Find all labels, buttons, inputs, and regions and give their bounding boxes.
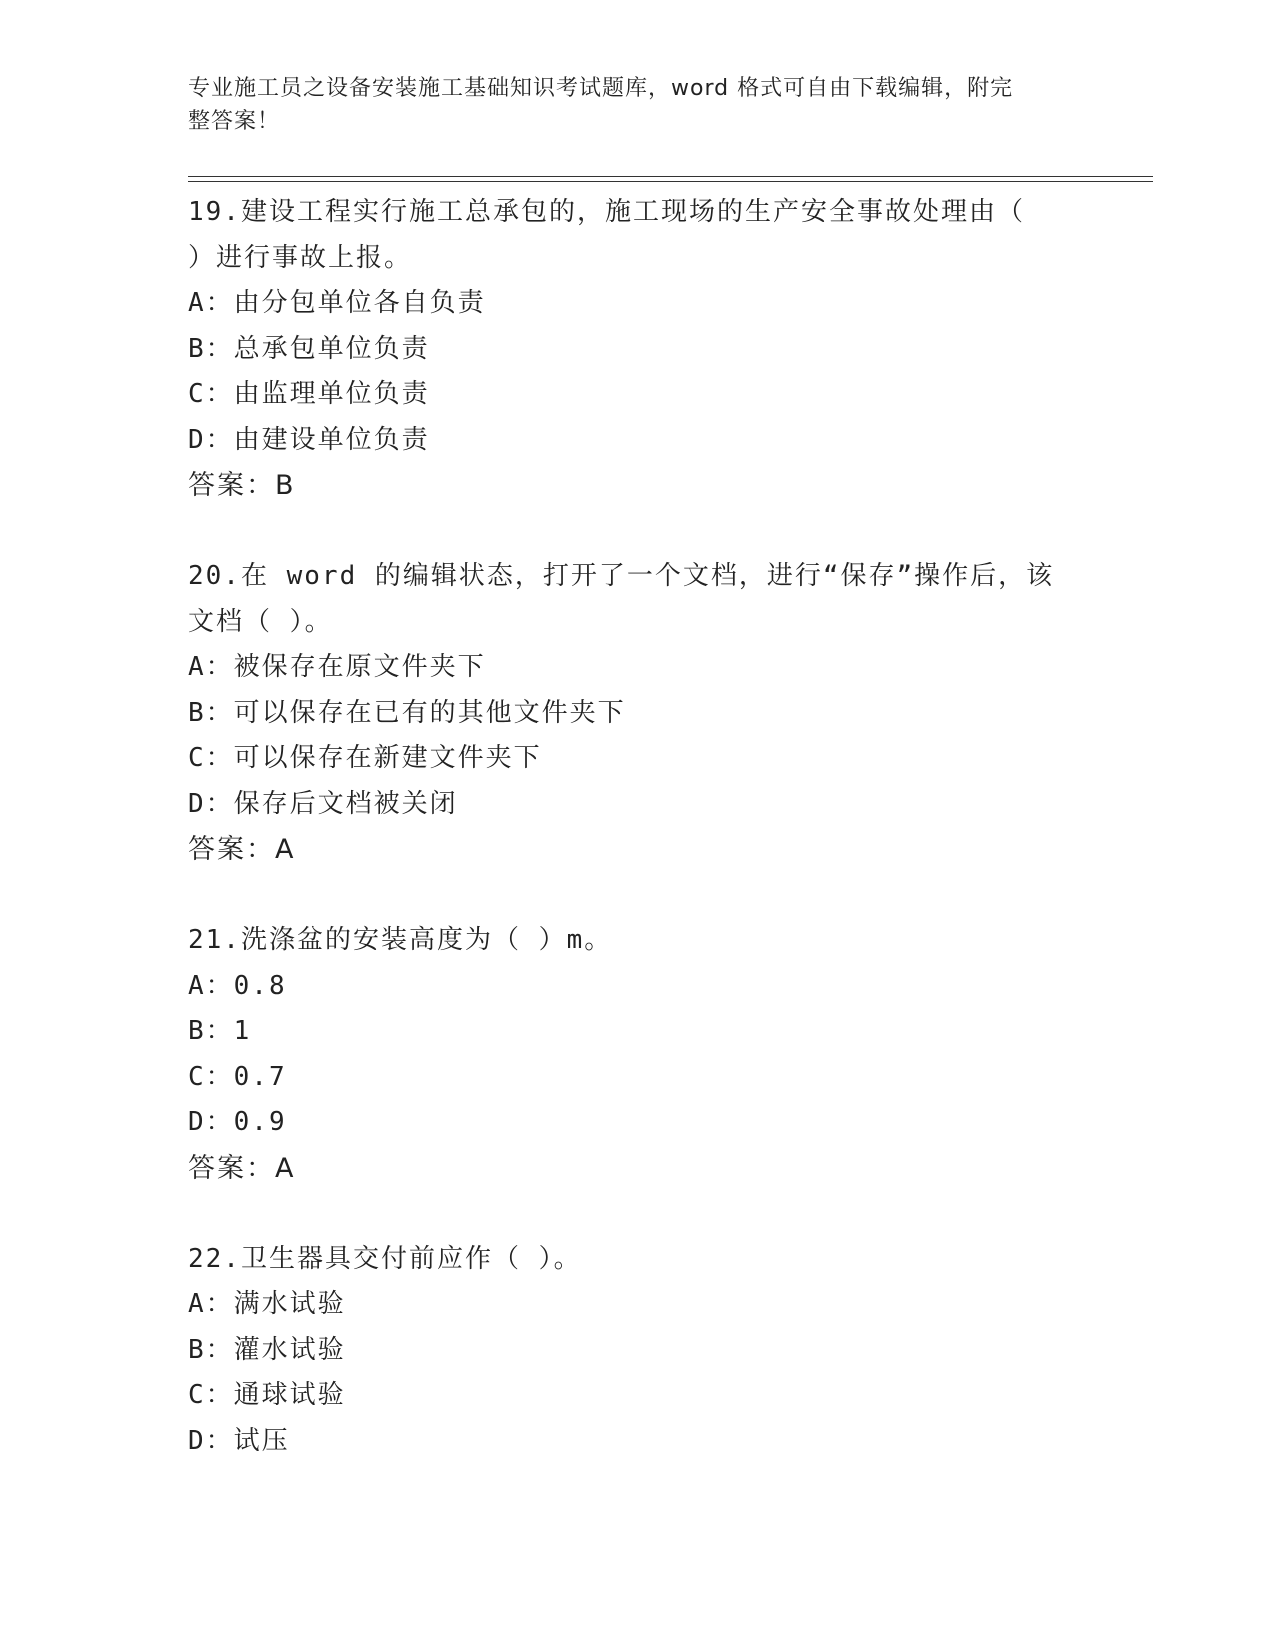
answer: 答案：B (188, 470, 296, 501)
question-stem-continued: 文档（ ）。 (188, 606, 333, 637)
question-19 (188, 190, 1068, 509)
answer: 答案：A (188, 1152, 296, 1184)
option-d: D：试压 (188, 1425, 290, 1456)
option-c: C：通球试验 (188, 1380, 346, 1410)
header-divider-bottom (188, 181, 1153, 182)
option-d: D：保存后文档被关闭 (188, 788, 458, 819)
option-a: A：满水试验 (188, 1289, 346, 1319)
spacer (188, 1191, 1068, 1237)
question-list (188, 190, 1068, 1464)
spacer (188, 873, 1068, 919)
option-a: A：0.8 (188, 970, 287, 1001)
option-d: D：0.9 (188, 1107, 287, 1137)
option-b: B：可以保存在已有的其他文件夹下 (188, 697, 626, 728)
question-stem: 22.卫生器具交付前应作（ ）。 (188, 1243, 582, 1274)
document-header (188, 72, 1068, 138)
option-a: A：被保存在原文件夹下 (188, 652, 486, 682)
question-stem: 21.洗涤盆的安装高度为（ ）m。 (188, 925, 613, 955)
question-stem-continued: ）进行事故上报。 (188, 242, 413, 273)
header-divider-top (188, 176, 1153, 177)
option-b: B：灌水试验 (188, 1334, 346, 1365)
question-21 (188, 918, 1068, 1191)
question-22 (188, 1237, 1068, 1465)
option-d: D：由建设单位负责 (188, 424, 430, 455)
option-c: C：0.7 (188, 1061, 287, 1092)
option-c: C：可以保存在新建文件夹下 (188, 743, 542, 773)
option-b: B：总承包单位负责 (188, 333, 430, 364)
answer: 答案：A (188, 834, 296, 865)
question-20 (188, 554, 1068, 873)
question-stem: 20.在 word 的编辑状态，打开了一个文档，进行“保存”操作后，该 (188, 561, 1055, 591)
option-b: B：1 (188, 1016, 252, 1046)
option-a: A：由分包单位各自负责 (188, 288, 486, 318)
spacer (188, 509, 1068, 555)
question-stem: 19.建设工程实行施工总承包的，施工现场的生产安全事故处理由（ (188, 197, 1025, 227)
header-line-2: 整答案！ (188, 109, 281, 134)
header-line-1: 专业施工员之设备安装施工基础知识考试题库，word 格式可自由下载编辑，附完 (188, 76, 1014, 101)
option-c: C：由监理单位负责 (188, 379, 430, 409)
